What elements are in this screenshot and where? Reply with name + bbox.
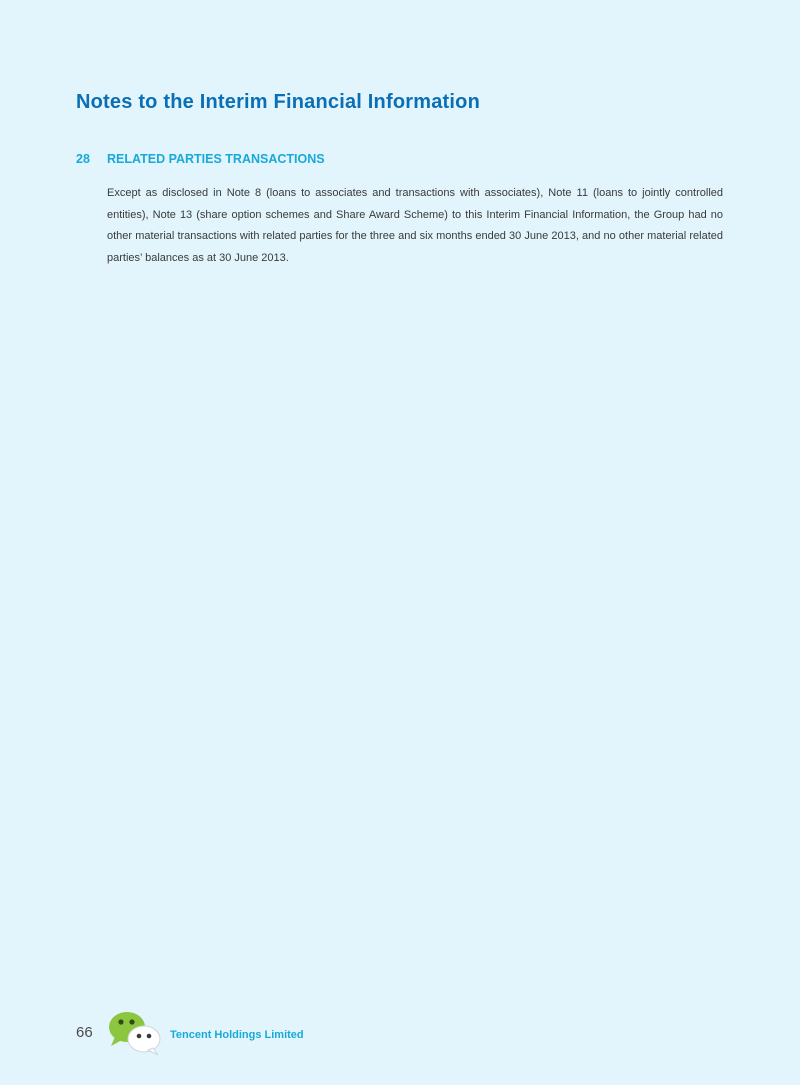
company-name: Tencent Holdings Limited <box>170 1029 304 1041</box>
page-footer <box>76 1010 376 1056</box>
section-number: 28 <box>76 152 90 166</box>
section-heading-text: RELATED PARTIES TRANSACTIONS <box>107 152 325 166</box>
page-number: 66 <box>76 1024 93 1041</box>
section-heading <box>76 152 325 166</box>
wechat-logo-icon <box>106 1010 164 1056</box>
section-body-text: Except as disclosed in Note 8 (loans to associates and transactions with associates), Note 11 (loans to jointly controlled entities), Note 13 (share option schemes and Share Award Scheme) to this Interim Financial Information, the Group had no other material transactions with related parties for the three and six months ended 30 June 2013, and no other material related parties’ balances as at 30 June 2013. <box>107 187 723 264</box>
page-title: Notes to the Interim Financial Information <box>76 91 480 113</box>
